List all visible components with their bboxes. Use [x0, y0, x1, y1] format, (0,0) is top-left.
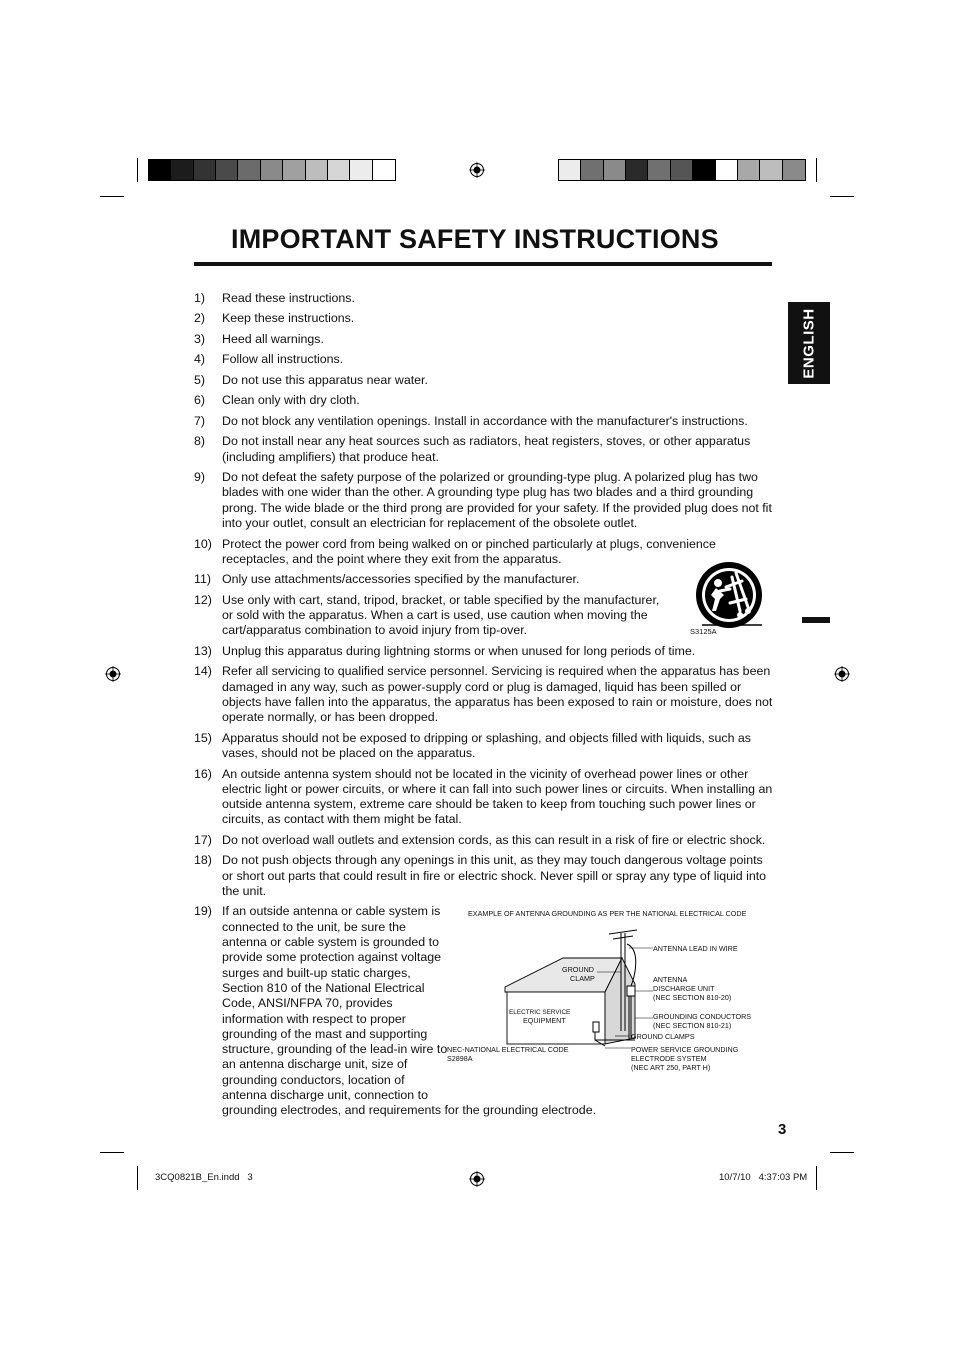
- label-service-equipment: ELECTRIC SERVICE: [509, 1009, 571, 1016]
- instruction-item: [194, 833, 774, 848]
- instruction-number: 11): [194, 572, 211, 587]
- crop-mark: [137, 158, 138, 182]
- instruction-number: 10): [194, 536, 212, 551]
- instruction-text: Only use attachments/accessories specified by the manufacturer.: [222, 572, 580, 587]
- instruction-text: Refer all servicing to qualified service personnel. Servicing is required when the apparatus has been damaged in any way, such as power-supply cord or plug is damaged, liquid has been spilled or objects have fallen into the apparatus, the apparatus has been exposed to rain or moisture, does not operate normally, or has been dropped.: [222, 664, 773, 725]
- instruction-item: [194, 470, 774, 531]
- label-grounding-electrode: ELECTRODE SYSTEM: [631, 1054, 707, 1063]
- color-swatch: [581, 160, 603, 180]
- instruction-number: 12): [194, 592, 212, 607]
- label-nec-code: S2898A: [447, 1054, 473, 1063]
- label-ground-clamp: GROUND: [562, 965, 594, 974]
- crop-mark: [100, 196, 124, 197]
- color-swatch: [171, 160, 193, 180]
- diagram-caption: EXAMPLE OF ANTENNA GROUNDING AS PER THE NATIONAL ELECTRICAL CODE: [468, 909, 747, 918]
- color-swatch: [716, 160, 738, 180]
- instruction-text: Use only with cart, stand, tripod, bracket, or table specified by the manufacturer, or sold with the apparatus. When a cart is used, use caution when moving the cart/apparatus combination to avoid injury from tip-over.: [222, 592, 660, 638]
- instruction-item: [194, 291, 774, 306]
- crop-mark: [816, 158, 817, 182]
- registration-mark-icon: [469, 162, 485, 178]
- registration-mark-icon: [469, 1171, 485, 1187]
- instruction-text: Do not use this apparatus near water.: [222, 372, 428, 387]
- color-swatch: [306, 160, 328, 180]
- instruction-item: [194, 434, 774, 465]
- instruction-text: Clean only with dry cloth.: [222, 393, 360, 408]
- instruction-item: [194, 767, 774, 828]
- instruction-text: An outside antenna system should not be located in the vicinity of overhead power lines or other electric light or power circuits, or where it can fall into such power lines or circuits. When installing an outside antenna system, extreme care should be taken to keep from touching such power lines or circuits, as contact with them might be fatal.: [222, 766, 773, 827]
- page-number: 3: [778, 1121, 787, 1138]
- instruction-item: [194, 352, 774, 367]
- instruction-number: 7): [194, 413, 206, 428]
- instruction-text: Heed all warnings.: [222, 331, 324, 346]
- instruction-item: [194, 311, 774, 326]
- instruction-number: 19): [194, 904, 212, 919]
- instruction-number: 4): [194, 352, 206, 367]
- instruction-number: 6): [194, 393, 206, 408]
- footer-datetime: 10/7/10 4:37:03 PM: [719, 1172, 808, 1183]
- instruction-number: 15): [194, 730, 212, 745]
- instruction-text: Read these instructions.: [222, 291, 355, 305]
- instruction-number: 13): [194, 643, 212, 658]
- color-swatch: [648, 160, 670, 180]
- color-swatch: [760, 160, 782, 180]
- instruction-item: [194, 373, 774, 388]
- color-swatch: [738, 160, 760, 180]
- instruction-item: [194, 593, 774, 639]
- cart-tip-over-warning-icon: [692, 559, 766, 633]
- registration-mark-icon: [834, 666, 850, 682]
- instruction-text: Unplug this apparatus during lightning storms or when unused for long periods of time.: [222, 643, 696, 658]
- instruction-number: 3): [194, 331, 206, 346]
- crop-mark: [100, 1152, 124, 1153]
- crop-mark: [816, 1166, 817, 1190]
- instruction-text: Keep these instructions.: [222, 311, 355, 326]
- language-tab: [788, 302, 830, 384]
- color-swatch: [693, 160, 715, 180]
- color-swatch: [626, 160, 648, 180]
- label-ground-clamps: GROUND CLAMPS: [631, 1032, 695, 1041]
- label-discharge-unit: ANTENNA: [653, 975, 688, 984]
- color-swatch: [283, 160, 305, 180]
- instruction-text: Apparatus should not be exposed to dripping or splashing, and objects filled with liquids, such as vases, should not be placed on the apparatus.: [222, 730, 751, 761]
- instruction-number: 18): [194, 853, 212, 868]
- label-lead-in: ANTENNA LEAD IN WIRE: [653, 944, 738, 953]
- footer-filename: 3CQ0821B_En.indd 3: [155, 1172, 253, 1183]
- cart-icon-code: S3125A: [690, 627, 717, 636]
- instruction-number: 14): [194, 664, 212, 679]
- language-tab-label: ENGLISH: [800, 307, 818, 379]
- color-calibration-bar-left: [148, 159, 396, 181]
- color-swatch: [373, 160, 395, 180]
- instruction-item: [194, 731, 774, 762]
- label-grounding-electrode: (NEC ART 250, PART H): [631, 1063, 711, 1072]
- instruction-item: [194, 393, 774, 408]
- instruction-number: 16): [194, 766, 212, 781]
- color-swatch: [194, 160, 216, 180]
- instruction-number: 9): [194, 470, 206, 485]
- instruction-item: [194, 537, 774, 568]
- instruction-number: 17): [194, 832, 212, 847]
- instruction-number: 1): [194, 291, 206, 305]
- instruction-text: Do not block any ventilation openings. Install in accordance with the manufacturer's instructions.: [222, 413, 748, 428]
- instruction-text: Protect the power cord from being walked on or pinched particularly at plugs, convenience receptacles, and the point where they exit from the apparatus.: [222, 536, 716, 566]
- instruction-text: Do not defeat the safety purpose of the polarized or grounding-type plug. A polarized plug has two blades with one wider than the other. A grounding type plug has two blades and a third grounding prong. The wide blade or the third prong are provided for your safety. If the provided plug does not fit into your outlet, consult an electrician for replacement of the obsolete outlet.: [222, 470, 772, 531]
- label-grounding-electrode: POWER SERVICE GROUNDING: [631, 1045, 739, 1054]
- instruction-item: [194, 332, 774, 347]
- color-swatch: [149, 160, 171, 180]
- color-swatch: [783, 160, 805, 180]
- crop-mark: [830, 1152, 854, 1153]
- label-ground-clamp: CLAMP: [570, 974, 595, 983]
- side-marker: [802, 617, 830, 623]
- label-service-equipment: EQUIPMENT: [523, 1016, 566, 1025]
- color-swatch: [216, 160, 238, 180]
- color-swatch: [604, 160, 626, 180]
- label-discharge-unit: DISCHARGE UNIT: [653, 984, 715, 993]
- instruction-text: Do not install near any heat sources such as radiators, heat registers, stoves, or other apparatus (including amplifiers) that produce heat.: [222, 434, 751, 464]
- color-calibration-bar-right: [558, 159, 806, 181]
- instruction-item: [194, 572, 774, 587]
- instruction-number: 8): [194, 434, 206, 449]
- color-swatch: [238, 160, 260, 180]
- title-underline: [194, 262, 772, 266]
- label-nec: NEC-NATIONAL ELECTRICAL CODE: [447, 1045, 569, 1054]
- label-grounding-conductors: (NEC SECTION 810-21): [653, 1021, 732, 1030]
- label-discharge-unit: (NEC SECTION 810-20): [653, 993, 732, 1002]
- instruction-number: 2): [194, 311, 206, 326]
- antenna-grounding-diagram: [445, 906, 775, 1086]
- color-swatch: [261, 160, 283, 180]
- instruction-item: [194, 853, 774, 899]
- registration-mark-icon: [105, 666, 121, 682]
- color-swatch: [328, 160, 350, 180]
- label-grounding-conductors: GROUNDING CONDUCTORS: [653, 1012, 752, 1021]
- instruction-item: [194, 664, 774, 725]
- page-title: IMPORTANT SAFETY INSTRUCTIONS: [231, 224, 719, 254]
- color-swatch: [559, 160, 581, 180]
- crop-mark: [830, 196, 854, 197]
- instruction-item: [194, 644, 774, 659]
- instruction-text: Do not overload wall outlets and extension cords, as this can result in a risk of fire or electric shock.: [222, 832, 766, 847]
- instruction-number: 5): [194, 372, 206, 387]
- instruction-item: [194, 414, 774, 429]
- instruction-text: If an outside antenna or cable system is connected to the unit, be sure the antenna or cable system is grounded to provide some protection against voltage surges and built-up static charges, Section 810 of the National Electrical Code, ANSI/NFPA 70, provides information with respect to proper grounding of the mast and supporting structure, grounding of the lead-in wire to an antenna discharge unit, size of grounding conductors, location of antenna discharge unit, connection to: [222, 904, 448, 1103]
- instruction-text: Do not push objects through any openings in this unit, as they may touch dangerous voltage points or short out parts that could result in fire or electric shock. Never spill or spray any type of liquid into the unit.: [222, 853, 767, 898]
- instruction-text-continued: grounding electrodes, and requirements for the grounding electrode.: [222, 1103, 597, 1118]
- instruction-text: Follow all instructions.: [222, 352, 344, 367]
- color-swatch: [350, 160, 372, 180]
- crop-mark: [137, 1166, 138, 1190]
- color-swatch: [671, 160, 693, 180]
